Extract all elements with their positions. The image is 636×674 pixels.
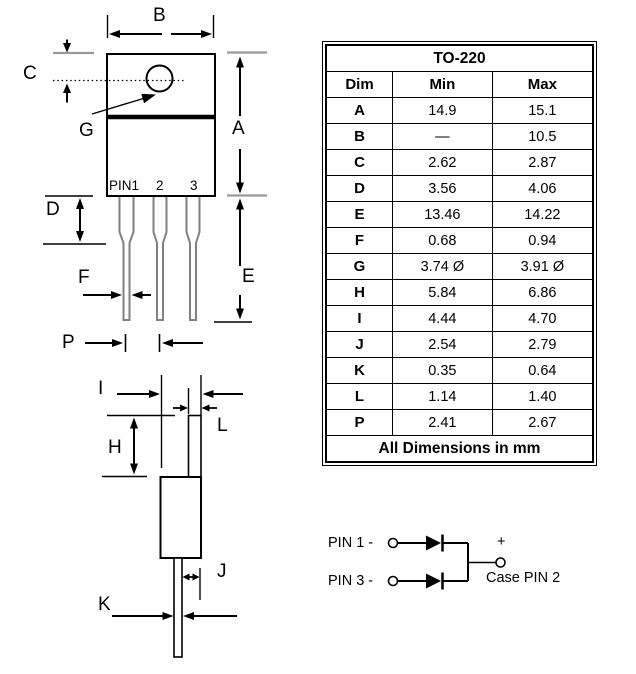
dim-label-f: F xyxy=(78,267,90,288)
dim-p-arrows xyxy=(85,334,203,352)
cell-max: 1.40 xyxy=(492,384,593,410)
dim-label-b: B xyxy=(153,5,166,26)
dim-e-arrows xyxy=(214,199,252,323)
table-title: TO-220 xyxy=(326,45,593,72)
cell-dim: A xyxy=(326,98,392,124)
cell-min: 13.46 xyxy=(392,202,492,228)
cell-dim: D xyxy=(326,176,392,202)
cell-min: 14.9 xyxy=(392,98,492,124)
dim-l-arrows xyxy=(173,405,217,412)
dim-label-g: G xyxy=(79,120,94,141)
cell-dim: L xyxy=(326,384,392,410)
dim-label-k: K xyxy=(98,594,111,615)
table-row-p xyxy=(326,410,593,436)
cell-max: 10.5 xyxy=(492,124,593,150)
cell-dim: I xyxy=(326,306,392,332)
dim-label-d: D xyxy=(46,199,60,220)
dim-label-j: J xyxy=(217,561,227,582)
cell-max: 2.87 xyxy=(492,150,593,176)
cell-max: 4.70 xyxy=(492,306,593,332)
cell-max: 2.79 xyxy=(492,332,593,358)
cell-min: 3.74 Ø xyxy=(392,254,492,280)
cell-max: 15.1 xyxy=(492,98,593,124)
cell-dim: E xyxy=(326,202,392,228)
cell-min: 1.14 xyxy=(392,384,492,410)
pin2-label: 2 xyxy=(156,178,164,193)
table-title-row xyxy=(326,45,593,72)
table-row-k xyxy=(326,358,593,384)
table-row-l xyxy=(326,384,593,410)
col-header-min: Min xyxy=(392,72,492,98)
table-footer-row xyxy=(326,436,593,463)
cell-max: 2.67 xyxy=(492,410,593,436)
cell-dim: C xyxy=(326,150,392,176)
cell-dim: F xyxy=(326,228,392,254)
table-row-f xyxy=(326,228,593,254)
dim-label-l: L xyxy=(217,415,228,436)
side-pin-outline xyxy=(174,558,182,657)
cell-dim: J xyxy=(326,332,392,358)
table-row-d xyxy=(326,176,593,202)
diode-1-symbol xyxy=(426,536,441,551)
table-row-a xyxy=(326,98,593,124)
dim-c-arrows xyxy=(53,40,94,103)
table-row-h xyxy=(326,280,593,306)
mounting-hole xyxy=(147,66,173,92)
dimensions-table-frame xyxy=(322,41,597,466)
dim-i-arrows xyxy=(117,390,243,398)
dimensions-table xyxy=(325,44,594,463)
dim-j-arrows xyxy=(183,568,201,600)
col-header-dim: Dim xyxy=(326,72,392,98)
cell-min: 0.35 xyxy=(392,358,492,384)
table-row-i xyxy=(326,306,593,332)
pin-2-outline xyxy=(154,197,167,320)
cell-min: 2.62 xyxy=(392,150,492,176)
front-view xyxy=(43,15,267,352)
cell-min: 0.68 xyxy=(392,228,492,254)
cell-min: — xyxy=(392,124,492,150)
dim-label-e: E xyxy=(242,266,255,287)
pin-3-outline xyxy=(187,197,200,320)
schematic-plus-label: + xyxy=(497,534,506,550)
cell-min: 3.56 xyxy=(392,176,492,202)
pin1-label: PIN1 xyxy=(109,178,140,193)
cell-min: 2.54 xyxy=(392,332,492,358)
side-tab-outline xyxy=(189,416,202,478)
cell-dim: H xyxy=(326,280,392,306)
schematic-pin1-label: PIN 1 - xyxy=(328,535,374,551)
table-header-row xyxy=(326,72,593,98)
pin3-terminal-circle xyxy=(389,577,398,586)
dim-label-i: I xyxy=(98,378,104,399)
cell-max: 3.91 Ø xyxy=(492,254,593,280)
table-footer: All Dimensions in mm xyxy=(326,436,593,463)
dim-label-p: P xyxy=(62,332,75,353)
cell-dim: P xyxy=(326,410,392,436)
side-body-outline xyxy=(161,477,202,558)
table-row-c xyxy=(326,150,593,176)
case-terminal-circle xyxy=(496,558,505,567)
dim-label-h: H xyxy=(108,437,122,458)
table-row-b xyxy=(326,124,593,150)
col-header-max: Max xyxy=(492,72,593,98)
pin3-label: 3 xyxy=(190,178,198,193)
cell-max: 0.94 xyxy=(492,228,593,254)
cell-dim: K xyxy=(326,358,392,384)
pin-1-outline xyxy=(120,197,134,320)
front-pins xyxy=(120,197,200,320)
diode-2-symbol xyxy=(426,574,441,589)
cell-dim: G xyxy=(326,254,392,280)
dim-label-a: A xyxy=(232,118,245,139)
table-row-g xyxy=(326,254,593,280)
table-row-e xyxy=(326,202,593,228)
cell-max: 6.86 xyxy=(492,280,593,306)
cell-min: 5.84 xyxy=(392,280,492,306)
dim-f-arrows xyxy=(83,291,151,299)
schematic-pin3-label: PIN 3 - xyxy=(328,573,374,589)
schematic-case-label: Case PIN 2 xyxy=(486,570,561,586)
table-row-j xyxy=(326,332,593,358)
cell-min: 4.44 xyxy=(392,306,492,332)
dim-label-c: C xyxy=(23,63,37,84)
cell-min: 2.41 xyxy=(392,410,492,436)
pin1-terminal-circle xyxy=(389,539,398,548)
cell-max: 14.22 xyxy=(492,202,593,228)
cell-max: 0.64 xyxy=(492,358,593,384)
cell-max: 4.06 xyxy=(492,176,593,202)
cell-dim: B xyxy=(326,124,392,150)
